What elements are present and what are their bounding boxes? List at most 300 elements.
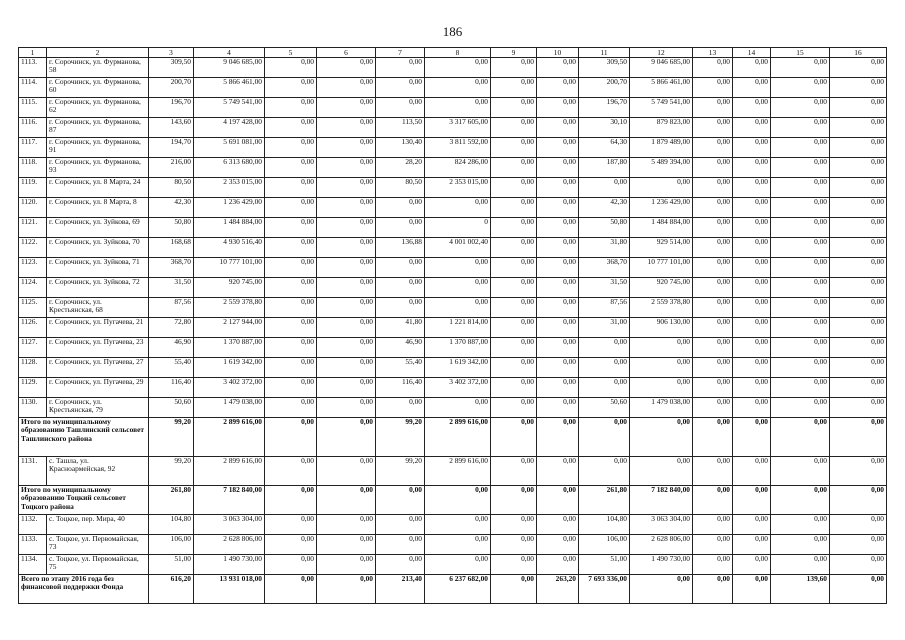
row-number: 1132. — [19, 515, 47, 535]
value-cell: 0,00 — [693, 575, 733, 604]
value-cell: 0,00 — [830, 318, 887, 338]
value-cell: 0,00 — [317, 515, 376, 535]
value-cell: 0,00 — [733, 58, 771, 78]
value-cell: 55,40 — [149, 358, 194, 378]
value-cell: 31,80 — [579, 238, 630, 258]
value-cell: 0,00 — [733, 338, 771, 358]
table-row — [19, 98, 887, 118]
value-cell: 0,00 — [317, 318, 376, 338]
value-cell: 0,00 — [491, 58, 537, 78]
value-cell: 0,00 — [733, 318, 771, 338]
value-cell: 0,00 — [491, 78, 537, 98]
value-cell: 2 559 378,80 — [194, 298, 265, 318]
value-cell: 0,00 — [771, 515, 830, 535]
value-cell: 0,00 — [537, 58, 579, 78]
value-cell: 0,00 — [317, 398, 376, 418]
value-cell: 200,70 — [149, 78, 194, 98]
value-cell: 0,00 — [491, 178, 537, 198]
value-cell: 0,00 — [771, 58, 830, 78]
total-row — [19, 418, 887, 457]
value-cell: 0,00 — [771, 535, 830, 555]
value-cell: 0,00 — [265, 98, 317, 118]
value-cell: 0,00 — [491, 398, 537, 418]
value-cell: 3 811 592,00 — [425, 138, 491, 158]
row-number: 1128. — [19, 358, 47, 378]
value-cell: 0,00 — [491, 238, 537, 258]
value-cell: 0,00 — [630, 575, 693, 604]
value-cell: 920 745,00 — [194, 278, 265, 298]
row-number: 1124. — [19, 278, 47, 298]
value-cell: 50,80 — [149, 218, 194, 238]
value-cell: 213,40 — [376, 575, 425, 604]
table-row — [19, 378, 887, 398]
value-cell: 0,00 — [317, 178, 376, 198]
value-cell: 46,90 — [149, 338, 194, 358]
value-cell: 187,80 — [579, 158, 630, 178]
value-cell: 1 370 887,00 — [425, 338, 491, 358]
value-cell: 1 479 038,00 — [630, 398, 693, 418]
value-cell: 0,00 — [317, 298, 376, 318]
value-cell: 0,00 — [830, 158, 887, 178]
value-cell: 0,00 — [376, 58, 425, 78]
address-cell: г. Сорочинск, ул. Пугачева, 29 — [47, 378, 149, 398]
value-cell: 31,00 — [579, 318, 630, 338]
value-cell: 0,00 — [265, 278, 317, 298]
value-cell: 0,00 — [771, 298, 830, 318]
value-cell: 0,00 — [830, 118, 887, 138]
column-number-row — [19, 48, 887, 58]
value-cell: 0,00 — [425, 398, 491, 418]
value-cell: 0,00 — [537, 418, 579, 457]
value-cell: 0,00 — [317, 158, 376, 178]
value-cell: 0,00 — [265, 398, 317, 418]
value-cell: 0,00 — [830, 418, 887, 457]
table-row — [19, 398, 887, 418]
value-cell: 0,00 — [376, 555, 425, 575]
value-cell: 0,00 — [693, 258, 733, 278]
row-number: 1113. — [19, 58, 47, 78]
value-cell: 0,00 — [537, 238, 579, 258]
value-cell: 0,00 — [733, 486, 771, 515]
value-cell: 824 286,00 — [425, 158, 491, 178]
value-cell: 0,00 — [491, 457, 537, 486]
value-cell: 0,00 — [579, 457, 630, 486]
value-cell: 0,00 — [733, 358, 771, 378]
address-cell: г. Сорочинск, ул. Фурманова, 93 — [47, 158, 149, 178]
total-label: Итого по муниципальному образованию Ташлинский сельсовет Ташлинского района — [19, 418, 149, 457]
value-cell: 116,40 — [149, 378, 194, 398]
value-cell: 0,00 — [265, 555, 317, 575]
value-cell: 0,00 — [771, 158, 830, 178]
value-cell: 2 628 806,00 — [630, 535, 693, 555]
value-cell: 0,00 — [771, 278, 830, 298]
value-cell: 104,80 — [579, 515, 630, 535]
value-cell: 3 063 304,00 — [630, 515, 693, 535]
value-cell: 136,88 — [376, 238, 425, 258]
value-cell: 5 866 461,00 — [194, 78, 265, 98]
value-cell: 0,00 — [693, 338, 733, 358]
value-cell: 10 777 101,00 — [630, 258, 693, 278]
value-cell: 261,80 — [579, 486, 630, 515]
value-cell: 0,00 — [317, 258, 376, 278]
value-cell: 0,00 — [693, 358, 733, 378]
value-cell: 0,00 — [265, 358, 317, 378]
value-cell: 116,40 — [376, 378, 425, 398]
column-number: 12 — [630, 48, 693, 58]
value-cell: 0,00 — [491, 515, 537, 535]
value-cell: 0,00 — [376, 278, 425, 298]
value-cell: 0,00 — [693, 298, 733, 318]
value-cell: 0,00 — [733, 575, 771, 604]
value-cell: 0,00 — [733, 515, 771, 535]
value-cell: 0,00 — [733, 555, 771, 575]
value-cell: 0,00 — [830, 515, 887, 535]
value-cell: 0,00 — [491, 358, 537, 378]
value-cell: 0,00 — [491, 258, 537, 278]
value-cell: 0,00 — [771, 486, 830, 515]
value-cell: 0,00 — [733, 278, 771, 298]
value-cell: 0,00 — [265, 486, 317, 515]
address-cell: г. Сорочинск, ул. Пугачева, 23 — [47, 338, 149, 358]
column-number: 3 — [149, 48, 194, 58]
value-cell: 0,00 — [265, 378, 317, 398]
value-cell: 0,00 — [317, 378, 376, 398]
value-cell: 41,80 — [376, 318, 425, 338]
value-cell: 0,00 — [693, 515, 733, 535]
value-cell: 261,80 — [149, 486, 194, 515]
value-cell: 0,00 — [537, 258, 579, 278]
value-cell: 28,20 — [376, 158, 425, 178]
column-number: 10 — [537, 48, 579, 58]
value-cell: 72,80 — [149, 318, 194, 338]
value-cell: 0,00 — [579, 378, 630, 398]
table-row — [19, 338, 887, 358]
value-cell: 0,00 — [693, 535, 733, 555]
value-cell: 2 899 616,00 — [425, 457, 491, 486]
value-cell: 196,70 — [579, 98, 630, 118]
column-number: 11 — [579, 48, 630, 58]
value-cell: 99,20 — [376, 418, 425, 457]
row-number: 1134. — [19, 555, 47, 575]
value-cell: 0,00 — [265, 138, 317, 158]
value-cell: 0,00 — [771, 358, 830, 378]
value-cell: 0,00 — [630, 338, 693, 358]
row-number: 1123. — [19, 258, 47, 278]
value-cell: 0,00 — [830, 398, 887, 418]
value-cell: 0,00 — [491, 535, 537, 555]
value-cell: 0,00 — [630, 378, 693, 398]
table-row — [19, 198, 887, 218]
value-cell: 0,00 — [317, 118, 376, 138]
value-cell: 1 221 814,00 — [425, 318, 491, 338]
value-cell: 0,00 — [491, 378, 537, 398]
column-number: 15 — [771, 48, 830, 58]
row-number: 1114. — [19, 78, 47, 98]
value-cell: 4 197 428,00 — [194, 118, 265, 138]
address-cell: г. Сорочинск, ул. Пугачева, 21 — [47, 318, 149, 338]
value-cell: 0,00 — [630, 358, 693, 378]
value-cell: 5 749 541,00 — [630, 98, 693, 118]
row-number: 1121. — [19, 218, 47, 238]
value-cell: 2 899 616,00 — [194, 457, 265, 486]
address-cell: с. Тоцкое, пер. Мира, 40 — [47, 515, 149, 535]
value-cell: 7 693 336,00 — [579, 575, 630, 604]
address-cell: г. Сорочинск, ул. Фурманова, 91 — [47, 138, 149, 158]
value-cell: 0,00 — [537, 515, 579, 535]
row-number: 1133. — [19, 535, 47, 555]
value-cell: 0,00 — [579, 338, 630, 358]
value-cell: 0,00 — [830, 298, 887, 318]
value-cell: 0,00 — [317, 218, 376, 238]
address-cell: г. Сорочинск, ул. Крестьянская, 79 — [47, 398, 149, 418]
value-cell: 0,00 — [265, 338, 317, 358]
value-cell: 0,00 — [317, 58, 376, 78]
table-row — [19, 515, 887, 535]
value-cell: 1 236 429,00 — [194, 198, 265, 218]
value-cell: 0,00 — [537, 318, 579, 338]
value-cell: 7 182 840,00 — [630, 486, 693, 515]
column-number: 2 — [47, 48, 149, 58]
value-cell: 0,00 — [693, 398, 733, 418]
value-cell: 0,00 — [265, 238, 317, 258]
value-cell: 0,00 — [491, 318, 537, 338]
value-cell: 0,00 — [317, 238, 376, 258]
row-number: 1122. — [19, 238, 47, 258]
value-cell: 309,50 — [579, 58, 630, 78]
value-cell: 1 490 730,00 — [194, 555, 265, 575]
value-cell: 0,00 — [693, 278, 733, 298]
value-cell: 0,00 — [830, 338, 887, 358]
address-cell: г. Сорочинск, ул. Зуйкова, 69 — [47, 218, 149, 238]
row-number: 1130. — [19, 398, 47, 418]
value-cell: 0,00 — [693, 418, 733, 457]
value-cell: 0,00 — [830, 58, 887, 78]
value-cell: 368,70 — [149, 258, 194, 278]
value-cell: 0,00 — [537, 118, 579, 138]
value-cell: 920 745,00 — [630, 278, 693, 298]
table-row — [19, 258, 887, 278]
value-cell: 0,00 — [376, 535, 425, 555]
value-cell: 9 046 685,00 — [630, 58, 693, 78]
value-cell: 0,00 — [317, 486, 376, 515]
value-cell: 0,00 — [537, 218, 579, 238]
value-cell: 0,00 — [317, 198, 376, 218]
value-cell: 0,00 — [693, 198, 733, 218]
value-cell: 0,00 — [317, 78, 376, 98]
value-cell: 0,00 — [491, 298, 537, 318]
value-cell: 0,00 — [693, 178, 733, 198]
value-cell: 0,00 — [425, 535, 491, 555]
address-cell: г. Сорочинск, ул. Зуйкова, 71 — [47, 258, 149, 278]
value-cell: 2 127 944,00 — [194, 318, 265, 338]
value-cell: 1 484 884,00 — [630, 218, 693, 238]
address-cell: г. Сорочинск, ул. Фурманова, 58 — [47, 58, 149, 78]
value-cell: 1 490 730,00 — [630, 555, 693, 575]
table-row — [19, 138, 887, 158]
value-cell: 0,00 — [537, 298, 579, 318]
value-cell: 0,00 — [733, 535, 771, 555]
address-cell: г. Сорочинск, ул. 8 Марта, 8 — [47, 198, 149, 218]
value-cell: 0,00 — [537, 535, 579, 555]
value-cell: 0,00 — [733, 418, 771, 457]
value-cell: 9 046 685,00 — [194, 58, 265, 78]
value-cell: 0,00 — [733, 98, 771, 118]
column-number: 8 — [425, 48, 491, 58]
value-cell: 0,00 — [830, 178, 887, 198]
value-cell: 2 559 378,80 — [630, 298, 693, 318]
value-cell: 0,00 — [376, 298, 425, 318]
value-cell: 0,00 — [491, 418, 537, 457]
value-cell: 80,50 — [149, 178, 194, 198]
table-row — [19, 178, 887, 198]
value-cell: 0,00 — [491, 575, 537, 604]
value-cell: 216,00 — [149, 158, 194, 178]
value-cell: 0,00 — [265, 178, 317, 198]
row-number: 1125. — [19, 298, 47, 318]
value-cell: 0,00 — [693, 58, 733, 78]
value-cell: 0,00 — [425, 555, 491, 575]
value-cell: 0 — [425, 218, 491, 238]
value-cell: 0,00 — [830, 358, 887, 378]
value-cell: 0,00 — [733, 378, 771, 398]
value-cell: 51,00 — [579, 555, 630, 575]
value-cell: 0,00 — [265, 318, 317, 338]
value-cell: 0,00 — [265, 118, 317, 138]
value-cell: 0,00 — [771, 98, 830, 118]
value-cell: 1 619 342,00 — [425, 358, 491, 378]
value-cell: 0,00 — [733, 258, 771, 278]
value-cell: 0,00 — [425, 486, 491, 515]
value-cell: 130,40 — [376, 138, 425, 158]
value-cell: 0,00 — [537, 338, 579, 358]
value-cell: 5 866 461,00 — [630, 78, 693, 98]
value-cell: 0,00 — [630, 457, 693, 486]
value-cell: 6 237 682,00 — [425, 575, 491, 604]
value-cell: 50,60 — [579, 398, 630, 418]
value-cell: 0,00 — [376, 98, 425, 118]
value-cell: 0,00 — [265, 515, 317, 535]
value-cell: 0,00 — [265, 535, 317, 555]
value-cell: 194,70 — [149, 138, 194, 158]
value-cell: 0,00 — [317, 278, 376, 298]
value-cell: 55,40 — [376, 358, 425, 378]
value-cell: 168,68 — [149, 238, 194, 258]
address-cell: г. Сорочинск, ул. Фурманова, 60 — [47, 78, 149, 98]
value-cell: 0,00 — [376, 486, 425, 515]
value-cell: 5 691 081,00 — [194, 138, 265, 158]
value-cell: 263,20 — [537, 575, 579, 604]
value-cell: 879 823,00 — [630, 118, 693, 138]
column-number: 1 — [19, 48, 47, 58]
value-cell: 0,00 — [630, 418, 693, 457]
value-cell: 0,00 — [733, 138, 771, 158]
value-cell: 106,00 — [579, 535, 630, 555]
table-row — [19, 457, 887, 486]
value-cell: 0,00 — [733, 118, 771, 138]
value-cell: 0,00 — [771, 218, 830, 238]
address-cell: г. Сорочинск, ул. 8 Марта, 24 — [47, 178, 149, 198]
value-cell: 2 899 616,00 — [194, 418, 265, 457]
value-cell: 13 931 018,00 — [194, 575, 265, 604]
value-cell: 0,00 — [537, 378, 579, 398]
address-cell: г. Сорочинск, ул. Зуйкова, 70 — [47, 238, 149, 258]
value-cell: 0,00 — [265, 58, 317, 78]
value-cell: 51,00 — [149, 555, 194, 575]
value-cell: 0,00 — [491, 98, 537, 118]
value-cell: 0,00 — [537, 78, 579, 98]
table-row — [19, 318, 887, 338]
value-cell: 0,00 — [491, 278, 537, 298]
value-cell: 0,00 — [693, 138, 733, 158]
value-cell: 0,00 — [733, 158, 771, 178]
value-cell: 0,00 — [491, 118, 537, 138]
value-cell: 0,00 — [537, 158, 579, 178]
value-cell: 0,00 — [830, 535, 887, 555]
value-cell: 42,30 — [149, 198, 194, 218]
column-number: 6 — [317, 48, 376, 58]
value-cell: 0,00 — [630, 178, 693, 198]
value-cell: 0,00 — [771, 178, 830, 198]
value-cell: 0,00 — [537, 358, 579, 378]
value-cell: 3 402 372,00 — [194, 378, 265, 398]
row-number: 1116. — [19, 118, 47, 138]
row-number: 1127. — [19, 338, 47, 358]
table-row — [19, 158, 887, 178]
value-cell: 0,00 — [693, 78, 733, 98]
value-cell: 0,00 — [771, 118, 830, 138]
value-cell: 1 879 489,00 — [630, 138, 693, 158]
row-number: 1119. — [19, 178, 47, 198]
value-cell: 113,50 — [376, 118, 425, 138]
value-cell: 0,00 — [425, 198, 491, 218]
value-cell: 0,00 — [425, 78, 491, 98]
row-number: 1115. — [19, 98, 47, 118]
value-cell: 0,00 — [537, 457, 579, 486]
value-cell: 0,00 — [693, 486, 733, 515]
value-cell: 0,00 — [579, 418, 630, 457]
value-cell: 106,00 — [149, 535, 194, 555]
value-cell: 99,20 — [376, 457, 425, 486]
value-cell: 368,70 — [579, 258, 630, 278]
value-cell: 31,50 — [579, 278, 630, 298]
value-cell: 6 313 680,00 — [194, 158, 265, 178]
value-cell: 0,00 — [693, 118, 733, 138]
value-cell: 200,70 — [579, 78, 630, 98]
value-cell: 0,00 — [491, 338, 537, 358]
value-cell: 0,00 — [693, 158, 733, 178]
value-cell: 0,00 — [317, 535, 376, 555]
value-cell: 0,00 — [317, 338, 376, 358]
address-cell: с. Ташла, ул. Красноармейская, 92 — [47, 457, 149, 486]
value-cell: 2 353 015,00 — [425, 178, 491, 198]
value-cell: 87,56 — [149, 298, 194, 318]
value-cell: 0,00 — [265, 158, 317, 178]
value-cell: 0,00 — [693, 318, 733, 338]
total-label: Итого по муниципальному образованию Тоцкий сельсовет Тоцкого района — [19, 486, 149, 515]
column-number: 16 — [830, 48, 887, 58]
value-cell: 30,10 — [579, 118, 630, 138]
value-cell: 0,00 — [771, 457, 830, 486]
value-cell: 0,00 — [830, 78, 887, 98]
value-cell: 0,00 — [537, 278, 579, 298]
value-cell: 0,00 — [693, 457, 733, 486]
value-cell: 0,00 — [265, 298, 317, 318]
table-row — [19, 118, 887, 138]
value-cell: 0,00 — [830, 278, 887, 298]
value-cell: 0,00 — [376, 258, 425, 278]
column-number: 14 — [733, 48, 771, 58]
value-cell: 0,00 — [830, 457, 887, 486]
